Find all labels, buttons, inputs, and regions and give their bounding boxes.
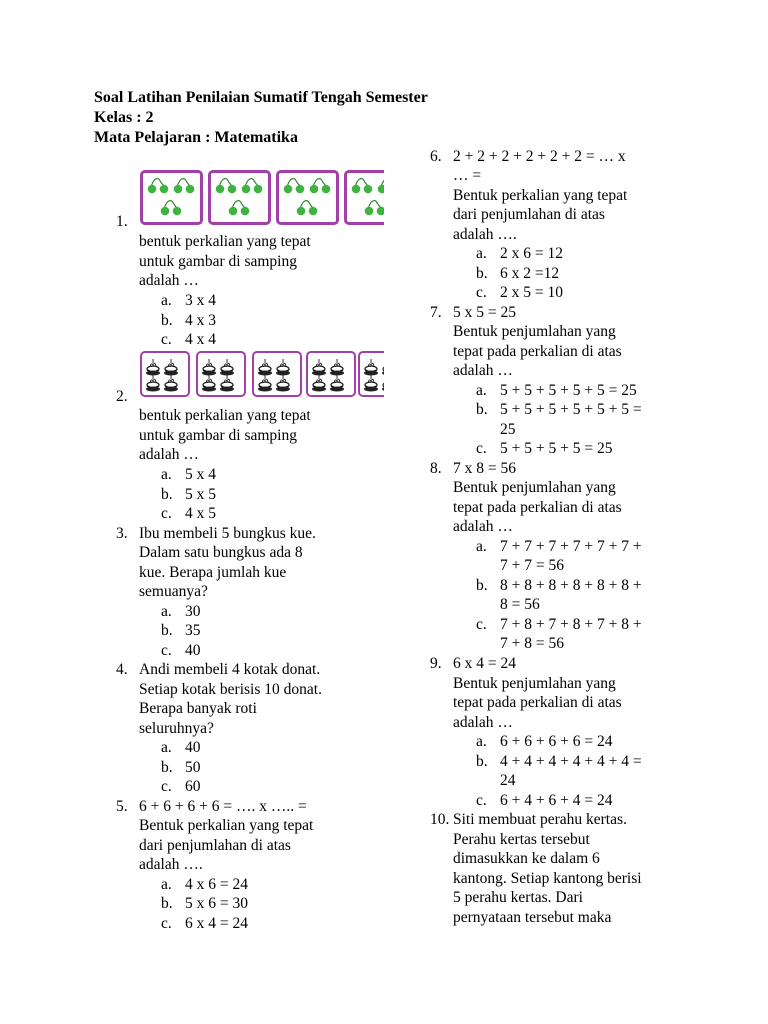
cake-box xyxy=(140,351,190,397)
question-5-text: Bentuk perkalian yang tepat xyxy=(139,817,314,834)
option-text: 6 + 4 + 6 + 4 = 24 xyxy=(500,792,613,809)
option-text: 7 + 8 + 7 + 8 + 7 + 8 + xyxy=(500,616,642,633)
question-6-text: … = xyxy=(453,167,482,184)
option-letter: c. xyxy=(476,440,487,457)
question-1-text: untuk gambar di samping xyxy=(139,253,297,270)
option-letter: c. xyxy=(161,331,172,348)
option-text: 5 + 5 + 5 + 5 = 25 xyxy=(500,440,613,457)
question-3-text: semuanya? xyxy=(139,583,208,600)
question-9-text: 6 x 4 = 24 xyxy=(453,655,516,672)
question-1-number: 1. xyxy=(116,213,128,230)
question-10-text: Perahu kertas tersebut xyxy=(453,831,590,848)
subject-label: Mata Pelajaran : Matematika xyxy=(94,129,298,146)
question-10-text: kantong. Setiap kantong berisi xyxy=(453,870,642,887)
option-text: 6 + 6 + 6 + 6 = 24 xyxy=(500,733,613,750)
question-7-number: 7. xyxy=(430,304,442,321)
question-9-number: 9. xyxy=(430,655,442,672)
cherry-boxes-image xyxy=(140,170,384,228)
question-7-text: adalah … xyxy=(453,362,513,379)
option-letter: c. xyxy=(476,792,487,809)
question-10-text: Siti membuat perahu kertas. xyxy=(453,811,627,828)
question-10-text: 5 perahu kertas. Dari xyxy=(453,889,583,906)
question-9-text: tepat pada perkalian di atas xyxy=(453,694,622,711)
cake-boxes-image xyxy=(140,351,384,398)
cherry-box xyxy=(276,170,339,225)
option-text: 4 x 3 xyxy=(185,312,216,329)
option-text: 2 x 6 = 12 xyxy=(500,245,563,262)
question-8-text: 7 x 8 = 56 xyxy=(453,460,516,477)
question-6-text: adalah …. xyxy=(453,226,517,243)
option-text: 4 + 4 + 4 + 4 + 4 + 4 = xyxy=(500,753,642,770)
option-letter: a. xyxy=(161,466,172,483)
cherry-box xyxy=(140,170,203,225)
question-7-text: 5 x 5 = 25 xyxy=(453,304,516,321)
option-text: 8 + 8 + 8 + 8 + 8 + 8 + xyxy=(500,577,642,594)
question-3-text: kue. Berapa jumlah kue xyxy=(139,564,287,581)
question-5-text: 6 + 6 + 6 + 6 = …. x ….. = xyxy=(139,798,307,815)
option-text: 35 xyxy=(185,622,201,639)
option-text: 5 x 5 xyxy=(185,486,216,503)
option-letter: b. xyxy=(161,486,173,503)
question-2-text: adalah … xyxy=(139,446,199,463)
question-10-text: pernyataan tersebut maka xyxy=(453,909,612,926)
option-text: 40 xyxy=(185,642,201,659)
option-text: 60 xyxy=(185,778,201,795)
question-9-text: adalah … xyxy=(453,714,513,731)
cake-box xyxy=(196,351,246,397)
question-3-text: Dalam satu bungkus ada 8 xyxy=(139,544,303,561)
option-letter: c. xyxy=(161,915,172,932)
option-letter: b. xyxy=(476,753,488,770)
question-4-text: Andi membeli 4 kotak donat. xyxy=(139,661,321,678)
option-letter: c. xyxy=(161,778,172,795)
option-letter: a. xyxy=(161,876,172,893)
option-text: 4 x 4 xyxy=(185,331,216,348)
option-letter: a. xyxy=(476,733,487,750)
option-text: 40 xyxy=(185,739,201,756)
question-6-text: Bentuk perkalian yang tepat xyxy=(453,187,628,204)
option-letter: a. xyxy=(476,382,487,399)
question-4-number: 4. xyxy=(116,661,128,678)
option-text: 6 x 2 =12 xyxy=(500,265,560,282)
question-1-text: bentuk perkalian yang tepat xyxy=(139,233,311,250)
option-letter: a. xyxy=(161,603,172,620)
worksheet-title: Soal Latihan Penilaian Sumatif Tengah Semester xyxy=(94,89,428,106)
question-8-text: Bentuk penjumlahan yang xyxy=(453,479,616,496)
question-9-text: Bentuk penjumlahan yang xyxy=(453,675,616,692)
cake-box xyxy=(358,351,384,397)
question-3-text: Ibu membeli 5 bungkus kue. xyxy=(139,525,316,542)
question-10-text: dimasukkan ke dalam 6 xyxy=(453,850,600,867)
option-letter: b. xyxy=(476,265,488,282)
option-text: 2 x 5 = 10 xyxy=(500,284,563,301)
option-letter: b. xyxy=(476,577,488,594)
option-letter: b. xyxy=(161,895,173,912)
question-5-text: dari penjumlahan di atas xyxy=(139,837,291,854)
option-text: 4 x 5 xyxy=(185,505,216,522)
question-4-text: Setiap kotak berisis 10 donat. xyxy=(139,681,322,698)
question-6-text: 2 + 2 + 2 + 2 + 2 + 2 = … x xyxy=(453,148,626,165)
option-letter: b. xyxy=(161,312,173,329)
option-text: 50 xyxy=(185,759,201,776)
option-text: 8 = 56 xyxy=(500,596,540,613)
option-letter: b. xyxy=(161,759,173,776)
option-text: 24 xyxy=(500,772,516,789)
option-text: 7 + 7 = 56 xyxy=(500,557,564,574)
question-10-number: 10. xyxy=(430,811,450,828)
question-2-number: 2. xyxy=(116,388,128,405)
option-text: 5 x 6 = 30 xyxy=(185,895,248,912)
question-2-text: bentuk perkalian yang tepat xyxy=(139,407,311,424)
option-letter: c. xyxy=(161,505,172,522)
option-letter: b. xyxy=(161,622,173,639)
question-7-text: tepat pada perkalian di atas xyxy=(453,343,622,360)
question-8-text: tepat pada perkalian di atas xyxy=(453,499,622,516)
option-letter: a. xyxy=(476,538,487,555)
option-letter: a. xyxy=(476,245,487,262)
option-text: 25 xyxy=(500,421,516,438)
option-letter: c. xyxy=(161,642,172,659)
question-4-text: Berapa banyak roti xyxy=(139,700,257,717)
question-5-number: 5. xyxy=(116,798,128,815)
question-6-number: 6. xyxy=(430,148,442,165)
question-3-number: 3. xyxy=(116,525,128,542)
question-1-text: adalah … xyxy=(139,272,199,289)
question-5-text: adalah …. xyxy=(139,856,203,873)
class-label: Kelas : 2 xyxy=(94,109,154,126)
option-letter: a. xyxy=(161,739,172,756)
option-text: 30 xyxy=(185,603,201,620)
option-letter: c. xyxy=(476,284,487,301)
question-2-text: untuk gambar di samping xyxy=(139,427,297,444)
question-6-text: dari penjumlahan di atas xyxy=(453,206,605,223)
question-8-text: adalah … xyxy=(453,518,513,535)
option-text: 4 x 6 = 24 xyxy=(185,876,248,893)
option-text: 7 + 8 = 56 xyxy=(500,635,564,652)
cake-box xyxy=(306,351,356,397)
option-text: 5 + 5 + 5 + 5 + 5 = 25 xyxy=(500,382,637,399)
option-text: 3 x 4 xyxy=(185,292,216,309)
option-text: 6 x 4 = 24 xyxy=(185,915,248,932)
question-8-number: 8. xyxy=(430,460,442,477)
question-7-text: Bentuk penjumlahan yang xyxy=(453,323,616,340)
cherry-box xyxy=(344,170,384,225)
option-letter: c. xyxy=(476,616,487,633)
option-text: 7 + 7 + 7 + 7 + 7 + 7 + xyxy=(500,538,642,555)
cake-box xyxy=(252,351,302,397)
option-letter: a. xyxy=(161,292,172,309)
option-text: 5 x 4 xyxy=(185,466,216,483)
option-text: 5 + 5 + 5 + 5 + 5 + 5 = xyxy=(500,401,642,418)
question-4-text: seluruhnya? xyxy=(139,720,214,737)
cherry-box xyxy=(208,170,271,225)
option-letter: b. xyxy=(476,401,488,418)
